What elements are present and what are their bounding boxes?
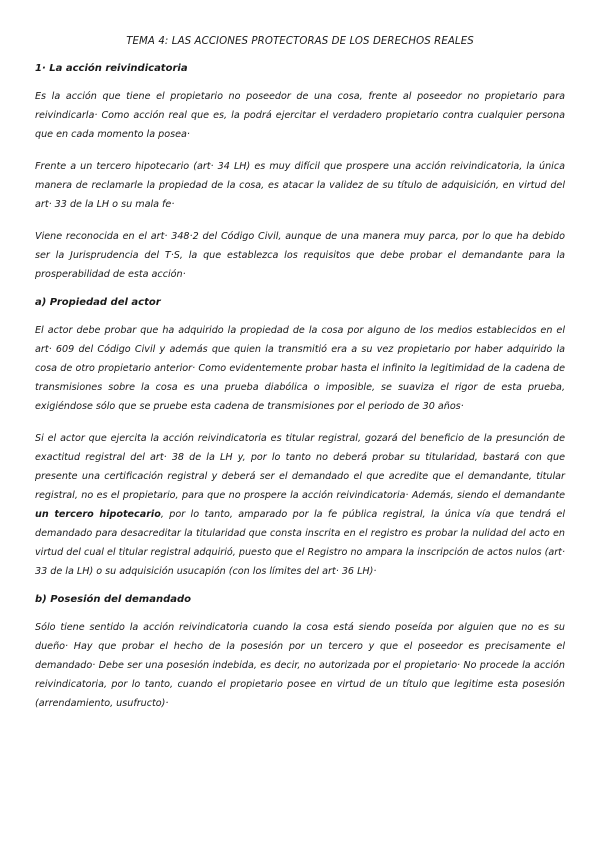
bold-term: un tercero hipotecario [35,509,161,520]
paragraph-titular-registral [35,429,565,581]
section-heading-posesion-demandado: b) Posesión del demandado [35,594,192,605]
paragraph-text-end: , por lo tanto, amparado por la fe pública registral, la única vía que tendrá el demandado para desacreditar la titularidad que consta inscrita en el registro es probar la nulidad del acto en virtud del cual el titular registral adquirió, puesto que el Registro no ampara la inscripción de actos nulos (art· 33 de la LH) o su adquisición usucapión (con los límites del art· 36 LH)· [35,509,565,577]
paragraph-tercero-hipotecario: Frente a un tercero hipotecario (art· 34 LH) es muy difícil que prospere una acción reivindicatoria, la única manera de reclamarle la propiedad de la cosa, es atacar la validez de su título de adquisición, en virtud del art· 33 de la LH o su mala fe· [35,161,565,210]
document-title: TEMA 4: LAS ACCIONES PROTECTORAS DE LOS DERECHOS REALES [126,36,474,47]
paragraph-posesion: Sólo tiene sentido la acción reivindicatoria cuando la cosa está siendo poseída por alguien que no es su dueño· Hay que probar el hecho de la posesión por un tercero y que el poseedor es precisamente el demandado· Debe ser una posesión indebida, es decir, no autorizada por el propietario· No procede la acción reivindicatoria, por lo tanto, cuando el propietario posee en virtud de un título que legitime esta posesión (arrendamiento, usufructo)· [35,622,565,709]
paragraph-text-start: Si el actor que ejercita la acción reivindicatoria es titular registral, gozará del beneficio de la presunción de exactitud registral del art· 38 de la LH y, por lo tanto no deberá probar su titularidad, bastará con que presente una certificación registral y deberá ser el demandado el que acredite que el demandante, titular registral, no es el propietario, para que no prospere la acción reivindicatoria· Además, siendo el demandante [35,433,565,501]
paragraph-definition: Es la acción que tiene el propietario no poseedor de una cosa, frente al poseedor no propietario para reivindicarla· Como acción real que es, la podrá ejercitar el verdadero propietario contra cualquier persona que en cada momento la posea· [35,91,565,140]
section-heading-propiedad-actor: a) Propiedad del actor [35,297,161,308]
paragraph-codigo-civil: Viene reconocida en el art· 348·2 del Código Civil, aunque de una manera muy parca, por lo que ha debido ser la Jurisprudencia del T·S, la que establezca los requisitos que debe probar el demandante para la prosperabilidad de esta acción· [35,231,565,280]
section-heading-reivindicatoria: 1· La acción reivindicatoria [35,63,188,74]
paragraph-prueba-propiedad: El actor debe probar que ha adquirido la propiedad de la cosa por alguno de los medios establecidos en el art· 609 del Código Civil y además que quien la transmitió era a su vez propietario por haber adquirido la cosa de otro propietario anterior· Como evidentemente probar hasta el infinito la legitimidad de la cadena de transmisiones sobre la cosa es una prueba diabólica o imposible, se suaviza el rigor de esta prueba, exigiéndose sólo que se pruebe esta cadena de transmisiones por el periodo de 30 años· [35,325,565,412]
